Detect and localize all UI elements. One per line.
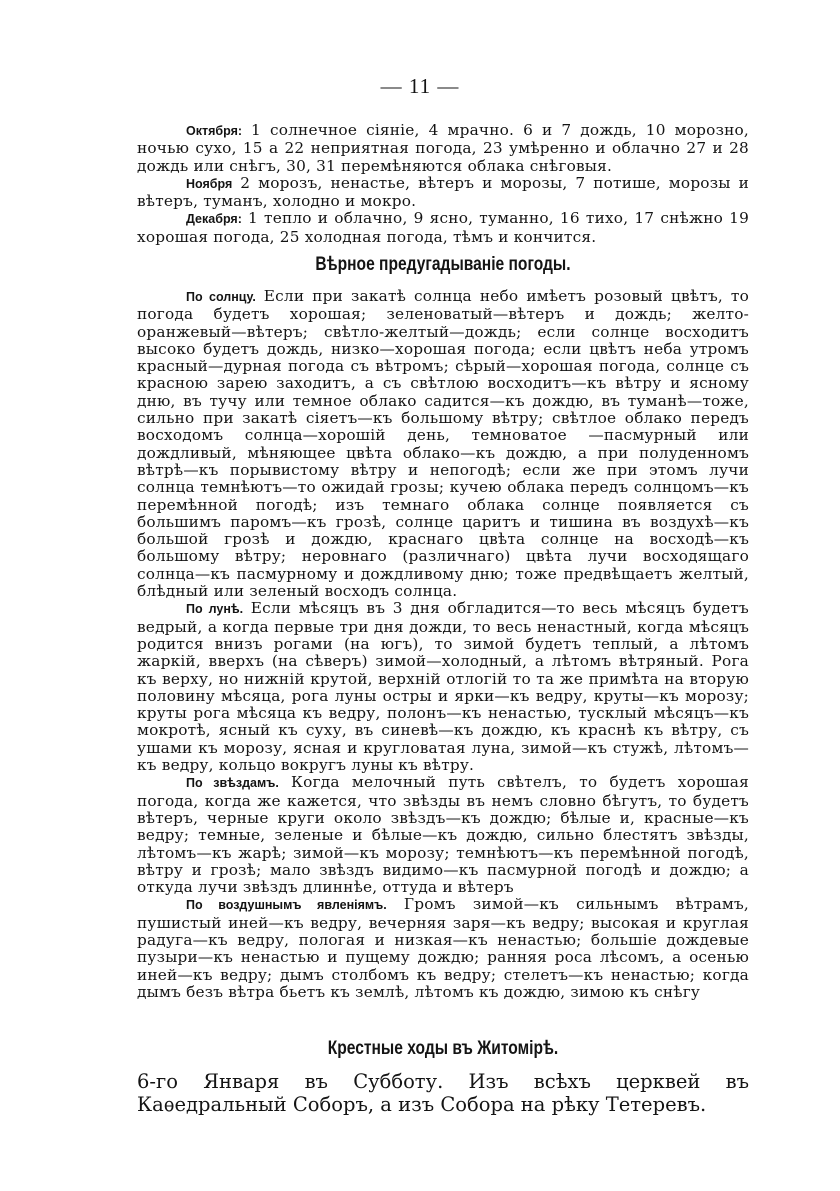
heading-processions: Крестные ходы въ Житомірѣ. bbox=[327, 1038, 559, 1059]
air-text: Громъ зимой—къ сильнымъ вѣтрамъ, пушистый иней—къ ведру, вечерняя заря—къ ведру; высокая и круглая радуга—къ ведру, пологая и низкая—къ ненастью; большіе дождевые пузыри—къ ненастью и пущему дождю; ранняя роса лѣсомъ, а осенью иней—къ ведру; дымъ столбомъ къ ведру; стелетъ—къ ненастью; когда дымъ безъ вѣтра бьетъ къ землѣ, лѣтомъ къ дождю, зимою къ снѣгу bbox=[137, 895, 749, 1001]
november-label: Ноября bbox=[186, 176, 233, 191]
december-label: Декабря: bbox=[186, 212, 242, 227]
sun-text: Если при закатѣ солнца небо имѣетъ розовый цвѣтъ, то погода будетъ хорошая; зеленоватый—вѣтеръ и дождь; желто-оранжевый—вѣтеръ; свѣтло-желтый—дождь; если солнце восходитъ высоко будетъ дождь, низко—хорошая погода; если цвѣтъ неба утромъ красный—дурная погода съ вѣтромъ; сѣрый—хорошая погода, солнце съ красною зарею заходитъ, а съ свѣтлою восходитъ—къ вѣтру и ясному дню, въ тучу или темное облако садится—къ дождю, въ туманѣ—тоже, сильно при закатѣ сіяетъ—къ большому вѣтру; свѣтлое облако передъ восходомъ солнца—хорошій день, темноватое —пасмурный или дождливый, мѣняющее цвѣта облако—къ дождю, а при полуденномъ вѣтрѣ—къ порывистому вѣтру и непогодѣ; если же при этомъ лучи солнца темнѣютъ—то ожидай грозы; кучею облака передъ солнцомъ—къ перемѣнной погодѣ; изъ темнаго облака солнце появляется съ большимъ паромъ—къ грозѣ, солнце царитъ и тишина въ воздухѣ—къ большой грозѣ и дождю, краснаго цвѣта солнце на восходѣ—къ большому вѣтру; неровнаго (различнаго) цвѣта лучи восходящаго солнца—къ пасмурному и дождливому дню; тоже предвѣщаетъ желтый, блѣдный или зеленый восходъ солнца. bbox=[137, 287, 750, 601]
december-text: 1 тепло и облачно, 9 ясно, туманно, 16 тихо, 17 снѣжно 19 хорошая погода, 25 холодная погода, тѣмъ и кончится. bbox=[137, 209, 749, 246]
october-label: Октября: bbox=[186, 124, 243, 138]
sun-paragraph bbox=[137, 288, 749, 600]
heading-weather-prediction: Вѣрное предугадываніе погоды. bbox=[315, 254, 571, 275]
procession-paragraph: 6-го Января въ Субботу. Изъ всѣхъ церквей въ Каѳедральный Соборъ, а изъ Собора на рѣку Тетеревъ. bbox=[137, 1070, 749, 1116]
stars-text: Когда мелочный путь свѣтелъ, то будетъ хорошая погода, когда же кажется, что звѣзды въ немъ словно бѣгутъ, то будетъ вѣтеръ, черные круги около звѣздъ—къ дождю; бѣлые и, красные—къ ведру; темные, зеленые и бѣлые—къ дождю, сильно блестятъ звѣзды, лѣтомъ—къ жарѣ; зимой—къ морозу; темнѣютъ—къ перемѣнной погодѣ, вѣтру и грозѣ; мало звѣздъ видимо—къ пасмурной погодѣ и дождю; а откуда лучи звѣздъ длиннѣе, оттуда и вѣтеръ bbox=[137, 773, 749, 897]
page-number: — 11 — bbox=[380, 74, 460, 98]
air-label: По воздушнымъ явленіямъ. bbox=[186, 898, 387, 913]
moon-paragraph bbox=[137, 600, 749, 774]
stars-paragraph bbox=[137, 774, 749, 896]
air-paragraph bbox=[137, 896, 749, 1001]
november-text: 2 морозъ, ненастье, вѣтеръ и морозы, 7 потише, морозы и вѣтеръ, туманъ, холодно и мокро. bbox=[137, 173, 749, 211]
month-forecasts bbox=[137, 122, 749, 246]
december-paragraph bbox=[137, 210, 749, 246]
october-paragraph bbox=[137, 122, 749, 175]
moon-text: Если мѣсяцъ въ 3 дня обгладится—то весь мѣсяцъ будетъ ведрый, а когда первые три дня дожди, то весь ненастный, когда мѣсяцъ родится внизъ рогами (на югъ), то зимой будетъ теплый, а лѣтомъ жаркій, вверхъ (на сѣверъ) зимой—холодный, а лѣтомъ вѣтряный. Рога къ верху, но нижній крутой, верхній отлогій то та же примѣта на вторую половину мѣсяца, рога луны остры и ярки—къ ведру, круты—къ морозу; круты рога мѣсяца къ ведру, полонъ—къ ненастью, тусклый мѣсяцъ—къ мокротѣ, ясный къ суху, въ синевѣ—къ дождю, къ краснѣ къ вѣтру, съ ушами къ морозу, ясная и кругловатая луна, зимой—къ стужѣ, лѣтомъ—къ ведру, кольцо вокругъ луны къ вѣтру. bbox=[137, 599, 749, 775]
moon-label: По лунѣ. bbox=[186, 602, 244, 617]
stars-label: По звѣздамъ. bbox=[186, 776, 279, 791]
october-text: 1 солнечное сіяніе, 4 мрачно. 6 и 7 дождь, 10 морозно, ночью сухо, 15 а 22 неприятная погода, 23 умѣренно и облачно 27 и 28 дождь или снѣгъ, 30, 31 перемѣняются облака снѣговыя. bbox=[137, 121, 749, 175]
november-paragraph bbox=[137, 175, 749, 211]
weather-signs bbox=[137, 288, 749, 1001]
sun-label: По солнцу. bbox=[186, 290, 256, 304]
